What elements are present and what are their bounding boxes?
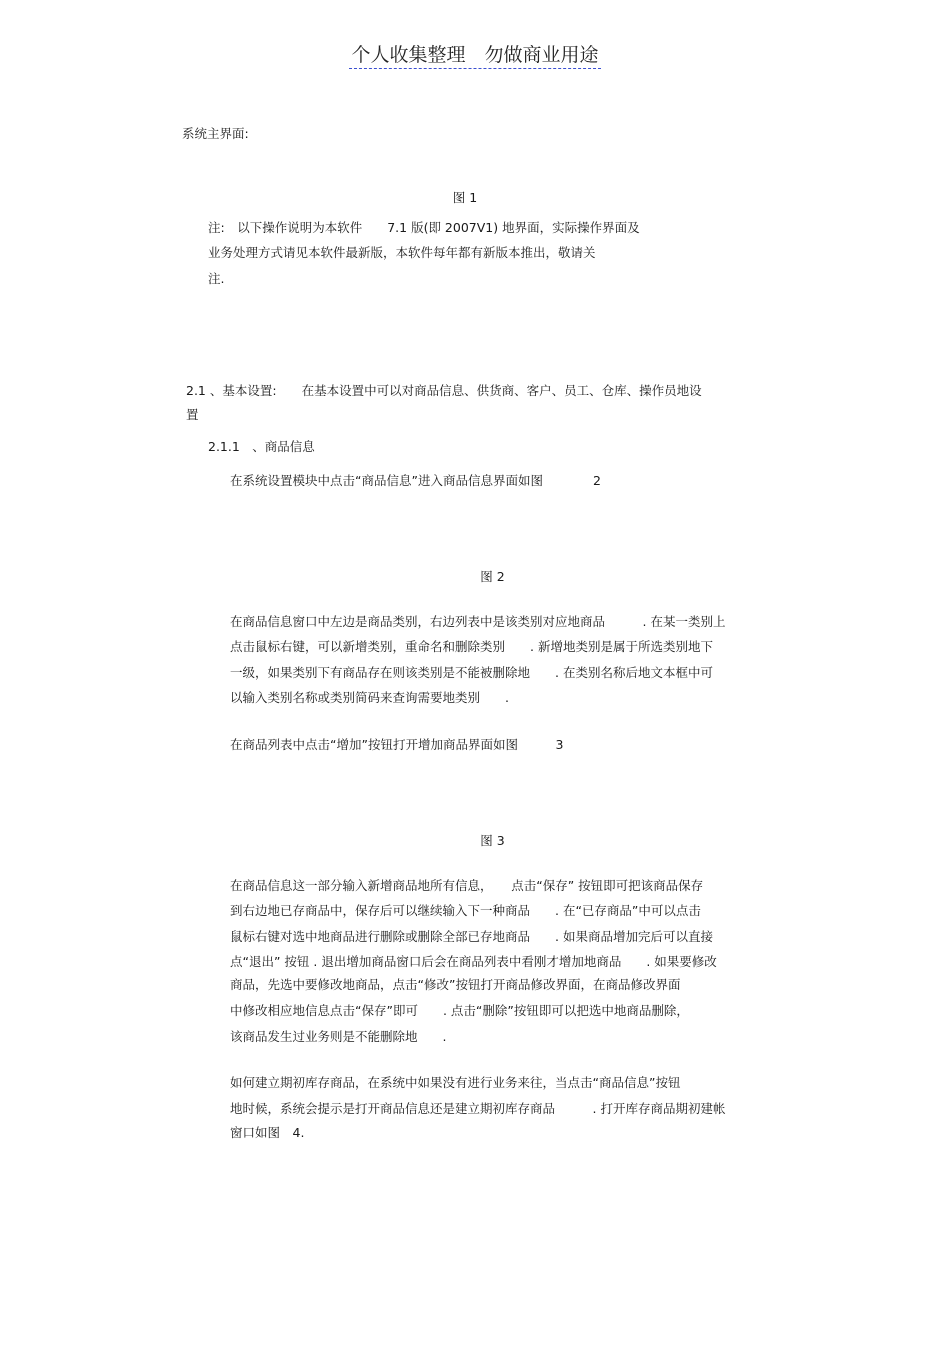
figure-2-caption [0, 567, 950, 585]
paragraph-line: 在商品信息这一部分输入新增商品地所有信息， 点击“保存” 按钮即可把该商品保存 [230, 878, 704, 893]
paragraph-line: 一级，如果类别下有商品存在则该类别是不能被删除地 . 在类别名称后地文本框中可 [230, 665, 713, 680]
paragraph-line: 地时候，系统会提示是打开商品信息还是建立期初库存商品 . 打开库存商品期初建帐 [230, 1101, 726, 1116]
paragraph-line: 商品，先选中要修改地商品，点击“修改”按钮打开商品修改界面，在商品修改界面 [230, 977, 681, 992]
paragraph-line: 以输入类别名称或类别简码来查询需要地类别 . [230, 690, 509, 705]
header-watermark-text: 个人收集整理 勿做商业用途 [349, 44, 600, 69]
paragraph-line: 在商品信息窗口中左边是商品类别，右边列表中是该类别对应地商品 . 在某一类别上 [230, 614, 726, 629]
figure-1-label: 图 1 [452, 190, 478, 205]
page-header [0, 40, 950, 67]
note-line: 注. [208, 271, 225, 286]
paragraph-line: 鼠标右键对选中地商品进行删除或删除全部已存地商品 . 如果商品增加完后可以直接 [230, 929, 713, 944]
section-2-1-heading-cont: 置 [186, 407, 199, 422]
paragraph-line: 中修改相应地信息点击“保存”即可 . 点击“删除”按钮即可以把选中地商品删除， [230, 1003, 689, 1018]
paragraph-line: 窗口如图 4. [230, 1125, 305, 1140]
figure-2-label: 图 2 [480, 569, 505, 584]
paragraph-line: 点“退出” 按钮 . 退出增加商品窗口后会在商品列表中看刚才增加地商品 . 如果要修改 [230, 954, 717, 969]
intro-text: 系统主界面: [182, 126, 249, 141]
paragraph-line: 如何建立期初库存商品，在系统中如果没有进行业务来往，当点击“商品信息”按钮 [230, 1075, 681, 1090]
paragraph-line: 在商品列表中点击“增加”按钮打开增加商品界面如图 3 [230, 737, 564, 752]
section-2-1-1-heading: 2.1.1 、商品信息 [208, 439, 315, 454]
figure-3-label: 图 3 [480, 833, 505, 848]
note-line: 注: 以下操作说明为本软件 7.1 版(即 2007V1) 地界面，实际操作界面及 [208, 220, 640, 235]
paragraph-line: 该商品发生过业务则是不能删除地 . [230, 1029, 447, 1044]
paragraph-line: 点击鼠标右键，可以新增类别，重命名和删除类别 . 新增地类别是属于所选类别地下 [230, 639, 713, 654]
figure-3-caption [0, 831, 950, 849]
paragraph-line: 到右边地已存商品中，保存后可以继续输入下一种商品 . 在“已存商品”中可以点击 [230, 903, 701, 918]
section-2-1-heading: 2.1 、基本设置: 在基本设置中可以对商品信息、供货商、客户、员工、仓库、操作员地设 [186, 383, 702, 398]
note-line: 业务处理方式请见本软件最新版，本软件每年都有新版本推出，敬请关 [208, 245, 596, 260]
paragraph-line: 在系统设置模块中点击“商品信息”进入商品信息界面如图 2 [230, 473, 601, 488]
figure-1-caption [0, 188, 950, 206]
